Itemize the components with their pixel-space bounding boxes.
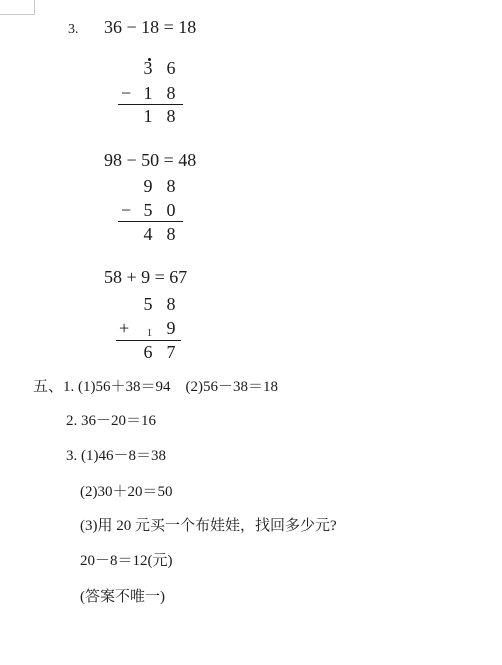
calc3-top-ones: 8 — [166, 294, 176, 314]
calc2-result-tens: 4 — [143, 224, 153, 244]
equation-1: 36 − 18 = 18 — [104, 17, 197, 37]
section5-line-2: 2. 36－20＝16 — [66, 413, 157, 429]
calc1-top-ones: 6 — [166, 58, 176, 78]
page-corner-mark — [0, 0, 35, 15]
calc2-top-ones: 8 — [166, 176, 176, 196]
calc3-result-tens: 6 — [143, 342, 153, 362]
calc1-bottom-ones: 8 — [166, 83, 176, 103]
equation-2: 98 − 50 = 48 — [104, 150, 197, 170]
calc1-rule — [118, 104, 183, 105]
calc1-top-tens: 3 — [143, 58, 153, 78]
calc3-top-tens: 5 — [143, 294, 153, 314]
calc2-top-tens: 9 — [143, 176, 153, 196]
problem-number: 3. — [68, 22, 79, 37]
calc3-result-ones: 7 — [166, 342, 176, 362]
calc2-bottom-tens: 5 — [143, 200, 153, 220]
calc2-rule — [118, 221, 183, 222]
section5-line-7: (答案不唯一) — [80, 589, 165, 605]
calc1-result-ones: 8 — [166, 106, 176, 126]
calc2-result-ones: 8 — [166, 224, 176, 244]
calc3-carry-mark: 1 — [147, 328, 152, 339]
calc3-bottom-ones: 9 — [166, 318, 176, 338]
section5-line-4: (2)30＋20＝50 — [80, 484, 173, 500]
calc3-rule — [116, 340, 181, 341]
calc3-operator: + — [119, 318, 130, 338]
equation-3: 58 + 9 = 67 — [104, 267, 188, 287]
calc2-bottom-ones: 0 — [166, 200, 176, 220]
section5-line-1: 五、1. (1)56＋38＝94 (2)56－38＝18 — [33, 379, 278, 395]
section5-line-3: 3. (1)46－8＝38 — [66, 448, 166, 464]
calc1-result-tens: 1 — [143, 106, 153, 126]
calc2-operator: − — [121, 200, 132, 220]
calc1-operator: − — [121, 83, 132, 103]
section5-line-5: (3)用 20 元买一个布娃娃，找回多少元? — [80, 518, 337, 534]
section5-line-6: 20－8＝12(元) — [80, 553, 173, 569]
calc1-bottom-tens: 1 — [143, 83, 153, 103]
